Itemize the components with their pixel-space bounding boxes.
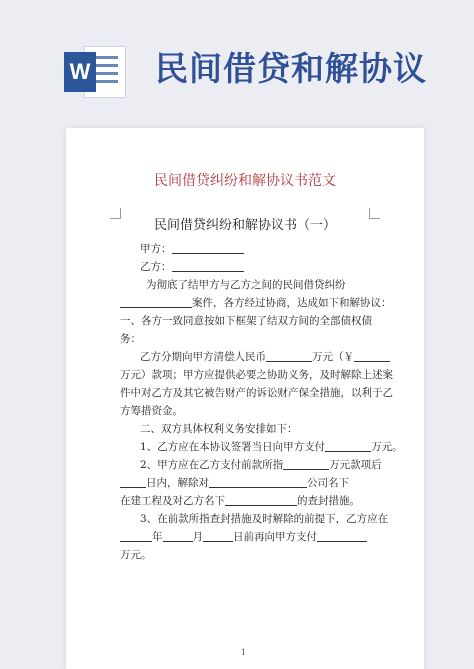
item-text: 月 xyxy=(192,531,203,543)
item-text: 在建工程及对乙方名下 xyxy=(120,495,225,507)
party-a-label: 甲方： xyxy=(140,243,172,255)
document-subtitle: 民间借贷纠纷和解协议书（一） xyxy=(153,218,336,233)
item-text: 万元款项后 xyxy=(329,459,382,471)
item-3-cont xyxy=(120,530,367,544)
payment-line: 方筹措资金。 xyxy=(120,405,183,417)
item-1 xyxy=(140,440,403,454)
clause-1-cont: 务： xyxy=(120,333,141,345)
item-2 xyxy=(140,458,382,472)
party-b-label: 乙方： xyxy=(140,261,172,273)
amount-blank xyxy=(317,530,367,542)
property-blank xyxy=(225,494,297,506)
amount-blank xyxy=(354,350,390,362)
payment-line: 件中对乙方及其它被告财产的诉讼财产保全措施，以利于乙 xyxy=(120,387,393,399)
item-text: 的查封措施。 xyxy=(297,495,360,507)
document-title: 民间借贷纠纷和解协议书范文 xyxy=(154,173,336,189)
case-blank xyxy=(120,296,192,308)
payment-text: 万元（￥ xyxy=(312,351,354,363)
item-text: 1、乙方应在本协议签署当日向甲方支付 xyxy=(140,441,326,453)
intro-line xyxy=(120,296,392,310)
item-text: 万元。 xyxy=(371,441,403,453)
party-a-line xyxy=(140,242,244,256)
item-2-cont xyxy=(120,494,360,508)
item-text: 公司名下 xyxy=(307,477,349,489)
amount-blank xyxy=(283,458,329,470)
payment-line xyxy=(140,350,390,364)
document-page xyxy=(66,128,424,669)
item-text: 年 xyxy=(152,531,163,543)
item-3: 3、在前款所指查封措施及时解除的前提下，乙方应在 xyxy=(140,513,389,525)
item-3-cont: 万元。 xyxy=(120,549,152,561)
intro-text: 案件，各方经过协商，达成如下和解协议： xyxy=(192,297,392,309)
payment-text: 乙方分期向甲方清偿人民币 xyxy=(140,351,266,363)
days-blank xyxy=(120,476,146,488)
month-blank xyxy=(163,530,193,542)
item-2-cont xyxy=(120,476,349,490)
intro-line: 为彻底了结甲方与乙方之间的民间借贷纠纷 xyxy=(146,279,346,291)
party-a-blank xyxy=(172,242,244,254)
clause-1: 一、各方一致同意按如下框架了结双方间的全部债权债 xyxy=(120,315,372,327)
item-text: 日内，解除对 xyxy=(146,477,209,489)
payment-line: 万元）款项；甲方应提供必要之协助义务，及时解除上述案 xyxy=(120,369,393,381)
header-banner xyxy=(0,0,474,120)
party-b-line xyxy=(140,260,244,274)
word-document-icon xyxy=(64,42,126,100)
page-number: 1 xyxy=(241,648,247,657)
clause-2: 二、双方具体权利义务安排如下： xyxy=(140,423,298,435)
item-text: 日前再向甲方支付 xyxy=(233,531,317,543)
item-text: 2、甲方应在乙方支付前款所指 xyxy=(140,459,284,471)
year-blank xyxy=(120,530,152,542)
company-blank xyxy=(209,476,307,488)
icon-letter: W xyxy=(64,52,96,92)
party-b-blank xyxy=(172,260,244,272)
page-title: 民间借贷和解协议 xyxy=(155,49,427,88)
amount-blank xyxy=(325,440,371,452)
day-blank xyxy=(203,530,233,542)
amount-blank xyxy=(266,350,312,362)
